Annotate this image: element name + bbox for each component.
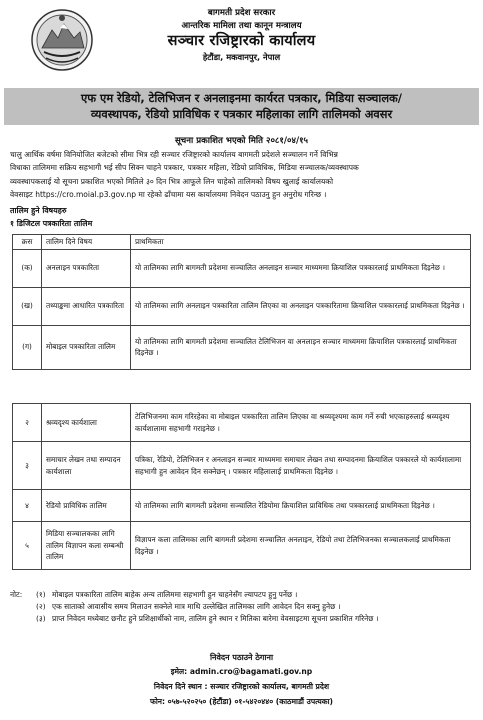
- row-topic: मोबाइल पत्रकारिता तालिम: [42, 325, 131, 369]
- row-topic: मिडिया सञ्चालकका लागि तालिम विज्ञापन कला सम्बन्धी तालिम: [42, 522, 131, 570]
- note-item: [10, 589, 476, 601]
- note-number: (३): [36, 614, 46, 624]
- intro-line: चालु आर्थिक वर्षमा विनियोजित बजेटको सीमा भित्र रही सञ्चार रजिष्ट्रारको कार्यालय बागमती प्रदेशले सञ्चालन गर्ने विभिन्न: [10, 150, 338, 159]
- intro-paragraph: [10, 148, 473, 201]
- row-topic: समाचार लेखन तथा सम्पादन कार्यशाला: [42, 442, 131, 490]
- row-sn: (ग): [13, 325, 42, 369]
- row-topic: रेडियो प्राविधिक तालिम: [42, 490, 131, 522]
- col-header-topic: तालिम दिने विषय: [42, 235, 131, 250]
- note-text: प्राप्त निवेदन मध्येबाट छनौट हुने प्रशिक्षार्थीको नाम, तालिम हुने स्थान र मितिका बारेमा वेवसाइटमा सूचना प्रकाशित गरिनेछ ।: [52, 614, 379, 624]
- digital-training-table: [12, 234, 471, 370]
- other-training-table: [12, 403, 471, 570]
- note-text: मोबाइल पत्रकारिता तालिम बाहेक अन्य तालिममा सहभागी हुन चाहनेसँग ल्यापटप हुनु पर्नेछ ।: [52, 590, 298, 599]
- intro-line: वेवसाइट https://cro.moial.p3.gov.np मा रहेको ढाँचामा यस कार्यालयमा निवेदन पठाउनु हुन अनुरोध गरिन्छ ।: [10, 189, 327, 199]
- office-name: सञ्चार रजिष्ट्रारको कार्यालय: [167, 33, 316, 49]
- table-row: [13, 442, 471, 490]
- table-row: [13, 249, 471, 287]
- note-item: [10, 613, 476, 625]
- table-row: [13, 287, 471, 325]
- intro-line: व्यवस्थापकलाई यो सूचना प्रकाशित भएको मितिले ३० दिन भित्र आफूले लिन चाहेको तालिमको विषय खुलाई कार्यालयको: [10, 176, 334, 186]
- table-row: [13, 404, 471, 442]
- row-sn: ४: [13, 490, 42, 522]
- table-row: [13, 325, 471, 369]
- intro-line: विधाका तालिममा सक्रिय सहभागी भई सीप सिक्न चाहने पत्रकार, पत्रकार महिला, रेडियो प्राविधिक, मिडिया सञ्चालक/व्यवस्थापक: [10, 163, 359, 173]
- note-number: (२): [36, 602, 46, 612]
- row-priority: टेलिभिजनमा काम गरिरहेका वा मोबाइल पत्रकारिता तालिम लिएका वा श्रव्यदृश्यमा काम गर्ने रुची भएकाहरुलाई श्रव्यदृश्य कार्यशालामा सहभागी गराइनेछ ।: [131, 404, 471, 442]
- row-priority: यो तालिमका लागि बागमती प्रदेशमा सञ्चालित टेलिभिजन वा अनलाइन सञ्चार माध्यममा क्रियाशिल पत्रकारलाई प्राथमिकता दिइनेछ ।: [131, 325, 471, 369]
- table-row: [13, 522, 471, 570]
- submission-place: निवेदन दिने स्थान : सञ्चार रजिष्ट्रारको कार्यालय, बागमती प्रदेश: [153, 682, 330, 691]
- row-sn: ५: [13, 522, 42, 570]
- application-address-heading: निवेदन पठाउने ठेगाना: [209, 653, 274, 662]
- row-priority: विज्ञापन कला तालिमका लागि बागमती प्रदेशमा सञ्चालित अनलाइन, रेडियो तथा टेलिभिजनका सञ्चालकलाई प्राथमिकता दिइनेछ ।: [131, 522, 471, 570]
- col-header-priority: प्राथमिकता: [131, 235, 471, 250]
- row-topic: श्रव्यदृश्य कार्यशाला: [42, 404, 131, 442]
- row-sn: ३: [13, 442, 42, 490]
- topics-heading: तालिम हुने विषयहरु: [10, 206, 67, 215]
- banner-line-1: एफ एम रेडियो, टेलिभिजन र अनलाइनमा कार्यरत पत्रकार, मिडिया सञ्चालक/: [81, 91, 402, 105]
- table-row: [13, 490, 471, 522]
- row-priority: यो तालिमका लागि अनलाइन पत्रकारिता तालिम लिएका वा अनलाइन पत्रकारितामा क्रियाशिल पत्रकारलाई प्राथमिकता दिइनेछ ।: [131, 287, 471, 325]
- row-topic: अनलाइन पत्रकारिता: [42, 249, 131, 287]
- note-number: (१): [36, 590, 46, 599]
- digital-journalism-heading: १ डिजिटल पत्रकारिता तालिम: [10, 219, 93, 228]
- row-priority: यो तालिमका लागि बागमती प्रदेशमा सञ्चालित रेडियोमा क्रियाशिल प्राविधिक तथा पत्रकारलाई प्राथमिकता दिइनेछ ।: [131, 490, 471, 522]
- notes-section: [10, 589, 476, 626]
- row-sn: (क): [13, 249, 42, 287]
- note-text: एक साताको आवासीय समय मिलाउन सक्नेले मात्र माथि उल्लेखित तालिमका लागि आवेदन दिन सक्नु हुनेछ ।: [52, 602, 341, 612]
- col-header-sn: क्रस: [13, 235, 42, 250]
- government-name: बागमती प्रदेश सरकार: [207, 8, 276, 18]
- row-sn: २: [13, 404, 42, 442]
- notes-label: नोट:: [10, 590, 23, 599]
- row-sn: (ख): [13, 287, 42, 325]
- notice-title-banner: [4, 88, 479, 125]
- ministry-name: आन्तरिक मामिला तथा कानून मन्त्रालय: [181, 21, 302, 31]
- contact-email: इमेल: admin.cro@bagamati.gov.np: [170, 667, 313, 676]
- table-header-row: [13, 235, 471, 250]
- row-priority: यो तालिमका लागि बागमती प्रदेशमा सञ्चालित अनलाइन सञ्चार माध्यममा क्रियाशिल पत्रकारलाई प्राथमिकता दिइनेछ ।: [131, 249, 471, 287]
- banner-line-2: व्यवस्थापक, रेडियो प्राविधिक र पत्रकार महिलाका लागि तालिमको अवसर: [90, 107, 393, 121]
- note-item: [10, 601, 476, 613]
- office-address: हेटौंडा, मकवानपुर, नेपाल: [202, 52, 281, 62]
- contact-phone: फोन: ०५७-५२०२५० (हेटौंडा) ०१-५४२०४४० (काठमाडौं उपत्यका): [149, 697, 334, 706]
- row-priority: पत्रिका, रेडियो, टेलिभिजन र अनलाइन सञ्चार माध्यममा समाचार लेखन तथा सम्पादनमा क्रियाशिल पत्रकारले यो कार्यशालामा सहभागी हुन आवेदन दिन सक्नेछन् । पत्रकार महिलालाई प्राथमिकता दिइनेछ ।: [131, 442, 471, 490]
- notice-published-date: सूचना प्रकाशित भएको मिति २०८१/०४/१५: [174, 136, 309, 146]
- row-topic: तथ्याङ्कमा आधारित पत्रकारिता: [42, 287, 131, 325]
